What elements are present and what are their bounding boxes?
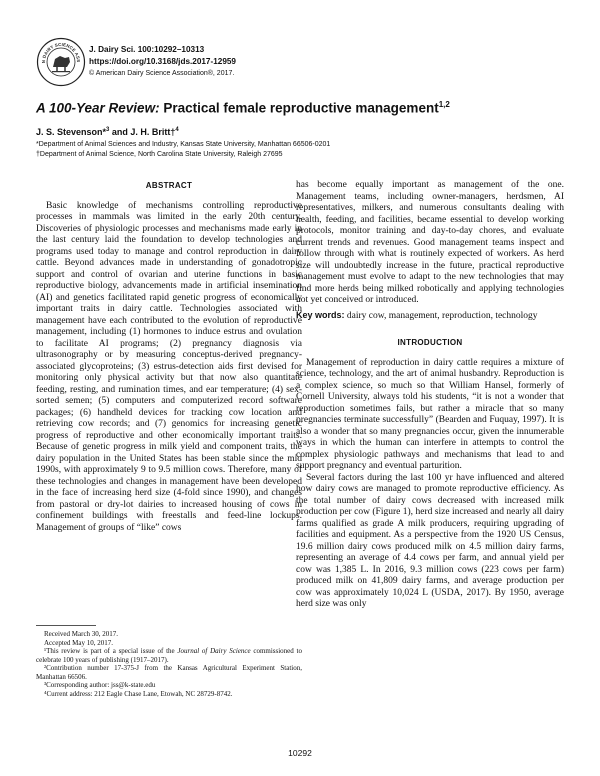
doi-link[interactable]: https://doi.org/10.3168/jds.2017-12959 [89, 57, 236, 66]
author-1-footnote: 3 [106, 127, 110, 133]
abstract-text: Basic knowledge of mechanisms controlling reproductive processes in mammals was limited in the early 20th century. Discoveries of physiologic processes and mechanisms made early in the last century laid the foundation to develop technologies and programs used today to manage and control reproduction in dairy cattle. Beyond advances made in understanding of gonadotropic support and control of ovarian and uterine functions in basic reproductive biology, advancements made in artificial insemination (AI) and genetics facilitated rapid genetic progress of economically important traits in dairy cattle. Technologies associated with management have each contributed to the evolution of reproductive management, including (1) hormones to induce estrus and ovulation to facilitate AI programs; (2) pregnancy diagnosis via ultrasonography or by measuring conceptus-derived pregnancy-associated glycoproteins; (3) estrus-detection aids first devised for monitoring only physical activity but that now also quantitate feeding, resting, and rumination times, and ear temperature; (4) sex-sorted semen; (5) computers and computerized record software packages; (6) handheld devices for tracking cow location and retrieving cow records; and (7) genomics for increasing genetic progress of reproductive and other economically important traits. Because of genetic progress in milk yield and component traits, the dairy population in the United States has been stable since the mid 1990s, with approximately 9 to 9.5 million cows. Therefore, many of these technologies and changes in management have been developed in the face of increasing herd size (4-fold since 1990), and changes from pastoral or dry-lot dairies to increased housing of cows in confinement buildings with freestalls and feed-line lockups. Management of groups of “like” cows [36, 200, 302, 533]
footnote-3[interactable]: ³Corresponding author: jss@k-state.edu [44, 681, 156, 689]
footnote-divider [36, 625, 96, 626]
footnote-2: ²Contribution number 17-375-J from the Kansas Agricultural Experiment Station, Manhattan 66506. [36, 664, 302, 681]
author-list [36, 127, 179, 137]
footnote-4: ⁴Current address: 212 Eagle Chase Lane, Etowah, NC 28729-8742. [44, 689, 233, 698]
footnote-1-journal: Journal of Dairy Science [177, 647, 251, 655]
title-series: A 100-Year Review: [36, 100, 160, 116]
author-2: and J. H. Britt† [109, 127, 176, 137]
page-number: 10292 [288, 748, 312, 758]
introduction-heading: INTRODUCTION [397, 338, 463, 347]
abstract-continuation: has become equally important as management of the one. Management teams, including owner-managers, herdsmen, AI representatives, milkers, and numerous consultants dealing with health, feeding, and facilities, became essential to develop working protocols, monitor training and day-to-day chores, and evaluate current trends and revenues. Good management teams inspect and follow through with what is routinely expected of workers. As herd size will undoubtedly increase in the future, practical reproductive management must evolve to adapt to the new technologies that may find more herds being milked robotically and applying technologies not yet conceived or introduced. [296, 180, 564, 305]
keywords-label: Key words: [296, 309, 345, 320]
title-main: Practical female reproductive management [159, 100, 439, 116]
keywords-list: dairy cow, management, reproduction, technology [344, 310, 538, 321]
introduction-paragraph-2: Several factors during the last 100 yr have influenced and altered how dairy cows are managed to promote reproductive efficiency. As the total number of dairy cows decreased with increased milk production per cow (Figure 1), herd size increased and nearly all dairy farms qualified as grade A milk producers, requiring upgrading of facilities and equipment. As a perspective from the 1920 US Census, 19.6 million dairy cows produced milk on 4.5 million dairy farms, representing an average of 4.4 cows per farm, and annual yield per cow was 1,385 L. In 2016, 9.3 million cows (223 cows per farm) produced milk on 41,809 dairy farms, and average production per cow was approximately 10,024 L (USDA, 2017). By 1950, average herd size was only [296, 472, 564, 609]
footnote-1 [36, 647, 302, 664]
keywords [296, 310, 564, 323]
left-column [36, 180, 302, 534]
footnote-1-suffix: commissioned to celebrate 100 years of publishing (1917–2017). [36, 647, 302, 664]
journal-citation: J. Dairy Sci. 100:10292–10313 [89, 45, 205, 54]
svg-text:AMERICAN DAIRY SCIENCE ASSOCIA: N DAIRY SCIENCE ASS [40, 41, 82, 64]
adsa-seal-logo [36, 37, 86, 87]
affiliation-1: *Department of Animal Sciences and Industry, Kansas State University, Manhattan 66506-0201 [36, 141, 331, 148]
copyright-notice: © American Dairy Science Association®, 2017. [89, 70, 235, 77]
footnotes [36, 630, 302, 698]
affiliation-2: †Department of Animal Science, North Carolina State University, Raleigh 27695 [36, 151, 283, 158]
footnote-1-prefix: ¹This review is part of a special issue of the [44, 647, 178, 655]
article-title [36, 100, 450, 116]
right-column [296, 180, 564, 611]
received-date: Received March 30, 2017. [44, 630, 119, 638]
accepted-date: Accepted May 10, 2017. [44, 638, 114, 647]
abstract-heading: ABSTRACT [145, 181, 193, 190]
title-footnote-refs: 1,2 [438, 100, 450, 109]
journal-citation-block [89, 44, 236, 80]
author-2-footnote: 4 [175, 127, 179, 133]
introduction-paragraph-1: Management of reproduction in dairy cattle requires a mixture of science, technology, and the art of animal husbandry. Reproduction is a complex science, so much so that William Hansel, formerly of Cornell University, always told his students, “it is not a wonder that reproduction sometimes fails, but rather a miracle that so many pregnancies terminate successfully” (Bearden and Fuquay, 1997). It is also a wonder that so many pregnancies occur, given the innumerable ways in which the human can interfere in attempts to control the complex physiologic pathways and mechanisms that lead to and support pregnancy and eventual parturition. [296, 357, 564, 471]
author-1: J. S. Stevenson* [36, 127, 107, 137]
